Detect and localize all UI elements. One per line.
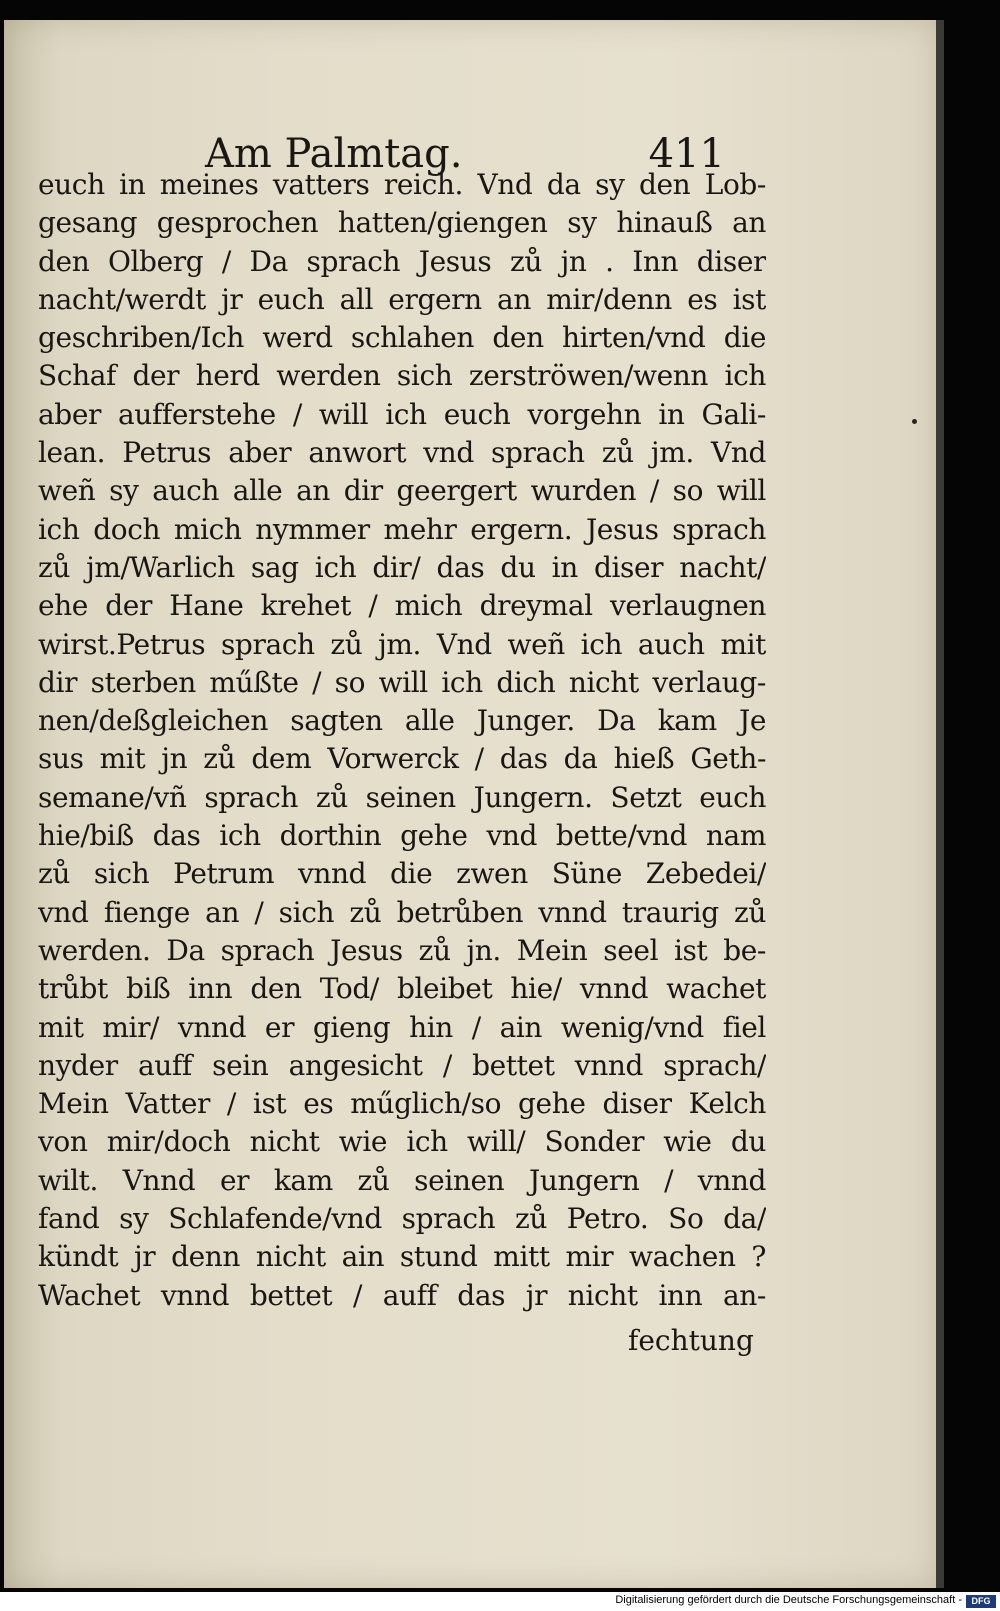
page-number: 411 [648,131,725,177]
text-line: wirst.Petrus sprach zů jm. Vnd weñ ich auch mit [38,627,766,661]
text-line: sus mit jn zů dem Vorwerck / das da hieß Geth- [38,742,766,776]
text-line: Wachet vnnd bettet / auff das jr nicht inn an- [38,1278,766,1312]
margin-ink-spot [912,419,917,424]
catchword: fechtung [628,1324,754,1357]
text-line: dir sterben műßte / so will ich dich nicht verlaug- [38,665,766,699]
page-edge [936,20,944,1588]
text-line: fand sy Schlafende/vnd sprach zů Petro. So da/ [38,1202,766,1236]
text-line: lean. Petrus aber anwort vnd sprach zů jm. Vnd [38,436,766,470]
text-line: nyder auff sein angesicht / bettet vnnd sprach/ [38,1048,766,1082]
running-title: Am Palmtag. [205,131,463,177]
text-line: gesang gesprochen hatten/giengen sy hinauß an [38,206,766,240]
text-line: trůbt biß inn den Tod/ bleibet hie/ vnnd wachet [38,972,766,1006]
body-text [38,166,766,1315]
text-line: mit mir/ vnnd er gieng hin / ain wenig/vnd fiel [38,1010,766,1044]
text-line: zů jm/Warlich sag ich dir/ das du in diser nacht/ [38,550,766,584]
text-line: ich doch mich nymmer mehr ergern. Jesus sprach [38,512,766,546]
text-line: semane/vñ sprach zů seinen Jungern. Setzt euch [38,780,766,814]
dfg-logo-icon: DFG [966,1595,996,1608]
text-line: Mein Vatter / ist es műglich/so gehe diser Kelch [38,1087,766,1121]
text-line: vnd fienge an / sich zů betrůben vnnd traurig zů [38,895,766,929]
text-line: wilt. Vnnd er kam zů seinen Jungern / vnnd [38,1163,766,1197]
text-line: kündt jr denn nicht ain stund mitt mir wachen ? [38,1240,766,1274]
footer-credit: Digitalisierung gefördert durch die Deutsche Forschungsgemeinschaft - [615,1594,962,1606]
text-line: euch in meines vatters reich. Vnd da sy den Lob- [38,168,766,201]
text-line: aber aufferstehe / will ich euch vorgehn in Gali- [38,397,766,431]
text-line: Schaf der herd werden sich zerströwen/wenn ich [38,359,766,393]
text-line: weñ sy auch alle an dir geergert wurden / so will [38,474,766,508]
text-line: zů sich Petrum vnnd die zwen Süne Zebedei/ [38,857,766,891]
text-line: ehe der Hane krehet / mich dreymal verlaugnen [38,589,766,623]
text-line: geschriben/Ich werd schlahen den hirten/vnd die [38,321,766,355]
text-line: den Olberg / Da sprach Jesus zů jn . Inn diser [38,244,766,278]
text-line: nacht/werdt jr euch all ergern an mir/denn es ist [38,282,766,316]
footer-bar [0,1592,1000,1611]
text-line: hie/biß das ich dorthin gehe vnd bette/vnd nam [38,819,766,853]
text-line: nen/deßgleichen sagten alle Junger. Da kam Je [38,704,766,738]
text-line: von mir/doch nicht wie ich will/ Sonder wie du [38,1125,766,1159]
text-line: werden. Da sprach Jesus zů jn. Mein seel ist be- [38,933,766,967]
